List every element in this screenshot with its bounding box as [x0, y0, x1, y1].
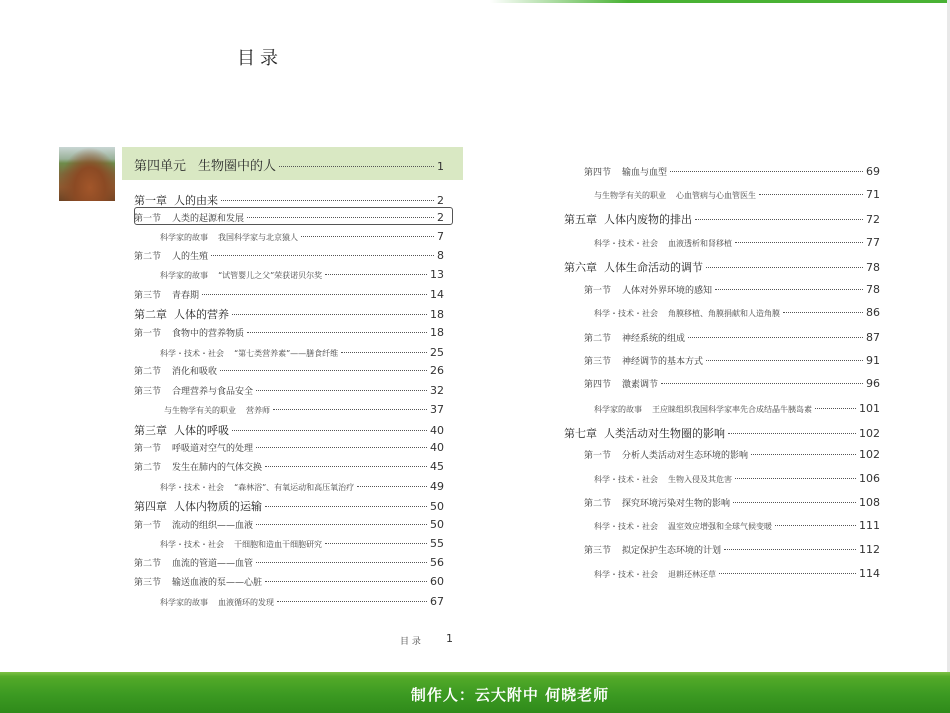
toc-entry-page: 26	[430, 364, 444, 377]
toc-feature-entry[interactable]	[164, 403, 444, 416]
leader-dots	[695, 219, 863, 220]
leader-dots	[724, 549, 856, 550]
leader-dots	[202, 294, 427, 295]
footer-page-number: 1	[446, 632, 453, 645]
toc-section-entry[interactable]	[134, 518, 444, 531]
toc-entry-page: 37	[430, 403, 444, 416]
toc-entry-number: 第三节	[584, 357, 612, 367]
toc-section-entry[interactable]	[134, 364, 444, 377]
toc-entry-number: 第三节	[134, 291, 162, 301]
toc-entry-title: “森林浴”、有氧运动和高压氧治疗	[234, 483, 355, 492]
toc-feature-entry[interactable]	[594, 306, 880, 319]
toc-entry-page: 78	[866, 261, 880, 274]
toc-entry-title: 人类的起源和发展	[172, 214, 245, 224]
toc-entry-title: 消化和吸收	[172, 367, 218, 377]
toc-entry-title: 人体生命活动的调节	[604, 261, 703, 274]
leader-dots	[265, 466, 427, 467]
toc-entry-title: 心血管病与心血管医生	[676, 191, 756, 200]
toc-chapter-entry[interactable]	[134, 306, 444, 322]
toc-entry-number: 第一节	[134, 329, 162, 339]
toc-feature-entry[interactable]	[594, 519, 880, 532]
toc-entry-page: 72	[866, 213, 880, 226]
toc-entry-number: 第一章	[134, 194, 167, 207]
toc-entry-page: 40	[430, 441, 444, 454]
toc-chapter-entry[interactable]	[134, 498, 444, 514]
toc-entry-number: 科学家的故事	[160, 598, 208, 607]
toc-entry-page: 112	[859, 543, 880, 556]
unit-entry[interactable]	[134, 155, 444, 174]
toc-entry-number: 科学・技术・社会	[160, 540, 224, 549]
leader-dots	[221, 200, 434, 201]
toc-entry-page: 67	[430, 595, 444, 608]
toc-entry-title: 探究环境污染对生物的影响	[622, 499, 731, 509]
unit-cover-photo	[59, 147, 115, 201]
leader-dots	[256, 562, 427, 563]
toc-entry-page: 114	[859, 567, 880, 580]
toc-entry-title: 我国科学家与北京猿人	[218, 233, 298, 242]
author-credit: 制作人：云大附中 何晓老师	[410, 686, 610, 704]
toc-entry-number: 第二节	[584, 334, 612, 344]
toc-entry-number: 科学・技术・社会	[160, 349, 224, 358]
toc-section-entry[interactable]	[134, 326, 444, 339]
toc-feature-entry[interactable]	[160, 537, 444, 550]
toc-entry-page: 45	[430, 460, 444, 473]
toc-entry-title: 输送血液的泵——心脏	[172, 578, 263, 588]
page-title: 目录	[237, 48, 283, 69]
toc-entry-number: 第三节	[584, 546, 612, 556]
toc-section-entry[interactable]	[584, 496, 880, 509]
unit-page: 1	[437, 160, 444, 173]
toc-section-entry[interactable]	[584, 165, 880, 178]
toc-entry-number: 第二节	[134, 559, 162, 569]
toc-entry-title: 拟定保护生态环境的计划	[622, 546, 722, 556]
toc-entry-page: 71	[866, 188, 880, 201]
toc-entry-title: 发生在肺内的气体交换	[172, 463, 263, 473]
toc-entry-title: 人的生殖	[172, 252, 209, 262]
leader-dots	[232, 430, 427, 431]
toc-entry-page: 78	[866, 283, 880, 296]
leader-dots	[670, 171, 863, 172]
leader-dots	[688, 337, 863, 338]
leader-dots	[728, 433, 856, 434]
toc-chapter-entry[interactable]	[134, 422, 444, 438]
toc-entry-page: 18	[430, 308, 444, 321]
leader-dots	[325, 543, 427, 544]
toc-entry-number: 第二章	[134, 308, 167, 321]
leader-dots	[301, 236, 434, 237]
toc-feature-entry[interactable]	[160, 480, 444, 493]
leader-dots	[733, 502, 856, 503]
toc-entry-number: 第四节	[584, 168, 612, 178]
toc-entry-title: 人体的呼吸	[174, 424, 229, 437]
toc-entry-title: 血流的管道——血管	[172, 559, 254, 569]
toc-entry-page: 102	[859, 448, 880, 461]
leader-dots	[232, 314, 427, 315]
leader-dots	[715, 289, 863, 290]
toc-section-entry[interactable]	[584, 448, 880, 461]
toc-entry-number: 第一节	[134, 444, 162, 454]
leader-dots	[706, 267, 863, 268]
toc-entry-title: 人类活动对生物圈的影响	[604, 427, 725, 440]
toc-entry-number: 第四节	[584, 380, 612, 390]
toc-feature-entry[interactable]	[160, 268, 444, 281]
leader-dots	[759, 194, 863, 195]
toc-entry-title: 角膜移植、角膜捐献和人造角膜	[668, 309, 780, 318]
toc-entry-page: 2	[437, 211, 444, 224]
toc-entry-title: 神经系统的组成	[622, 334, 686, 344]
toc-entry-page: 2	[437, 194, 444, 207]
leader-dots	[735, 242, 863, 243]
toc-entry-title: 王应睐组织我国科学家率先合成结晶牛胰岛素	[652, 405, 812, 414]
toc-entry-page: 87	[866, 331, 880, 344]
toc-entry-page: 91	[866, 354, 880, 367]
toc-section-entry[interactable]	[134, 441, 444, 454]
toc-entry-number: 与生物学有关的职业	[594, 191, 666, 200]
toc-entry-page: 102	[859, 427, 880, 440]
leader-dots	[706, 360, 863, 361]
toc-entry-title: 人体内废物的排出	[604, 213, 692, 226]
toc-entry-number: 第三章	[134, 424, 167, 437]
toc-entry-number: 科学・技术・社会	[594, 309, 658, 318]
toc-entry-title: 神经调节的基本方式	[622, 357, 704, 367]
leader-dots	[211, 255, 434, 256]
toc-entry-page: 69	[866, 165, 880, 178]
toc-entry-title: 流动的组织——血液	[172, 521, 254, 531]
toc-chapter-entry[interactable]	[134, 192, 444, 208]
leader-dots	[256, 524, 427, 525]
toc-entry-number: 第二节	[584, 499, 612, 509]
toc-entry-number: 第六章	[564, 261, 597, 274]
current-section-highlight	[134, 207, 453, 225]
toc-entry-page: 25	[430, 346, 444, 359]
leader-dots	[783, 312, 863, 313]
leader-dots	[661, 383, 863, 384]
toc-entry-title: 温室效应增强和全球气候变暖	[668, 522, 772, 531]
toc-feature-entry[interactable]	[594, 236, 880, 249]
toc-entry-page: 77	[866, 236, 880, 249]
leader-dots	[277, 601, 427, 602]
toc-entry-number: 科学・技术・社会	[594, 522, 658, 531]
toc-section-entry[interactable]	[134, 556, 444, 569]
toc-entry-page: 60	[430, 575, 444, 588]
toc-entry-number: 科学・技术・社会	[160, 483, 224, 492]
toc-entry-title: 呼吸道对空气的处理	[172, 444, 254, 454]
toc-entry-number: 第七章	[564, 427, 597, 440]
toc-entry-page: 7	[437, 230, 444, 243]
toc-entry-page: 8	[437, 249, 444, 262]
leader-dots	[751, 454, 856, 455]
toc-entry-page: 101	[859, 402, 880, 415]
leader-dots	[325, 274, 427, 275]
toc-entry-title: “第七类营养素”——膳食纤维	[234, 349, 339, 358]
leader-dots	[265, 506, 427, 507]
toc-entry-title: “试管婴儿之父”荣获诺贝尔奖	[218, 271, 323, 280]
leader-dots	[357, 486, 427, 487]
unit-number: 第四单元	[134, 159, 187, 174]
toc-feature-entry[interactable]	[594, 188, 880, 201]
toc-entry-page: 32	[430, 384, 444, 397]
toc-feature-entry[interactable]	[594, 567, 880, 580]
toc-entry-title: 血液循环的发现	[218, 598, 274, 607]
toc-feature-entry[interactable]	[594, 402, 880, 415]
leader-dots	[256, 390, 427, 391]
toc-entry-number: 第一节	[134, 214, 162, 224]
toc-feature-entry[interactable]	[160, 595, 444, 608]
toc-entry-page: 111	[859, 519, 880, 532]
toc-feature-entry[interactable]	[160, 346, 444, 359]
toc-chapter-entry[interactable]	[564, 425, 880, 441]
toc-entry-title: 人体对外界环境的感知	[622, 286, 713, 296]
toc-section-entry[interactable]	[584, 283, 880, 296]
toc-entry-title: 退耕还林还草	[668, 570, 716, 579]
toc-entry-number: 科学・技术・社会	[594, 475, 658, 484]
toc-entry-title: 人的由来	[174, 194, 218, 207]
toc-entry-title: 干细胞和造血干细胞研究	[234, 540, 322, 549]
toc-entry-title: 合理营养与食品安全	[172, 387, 254, 397]
toc-entry-page: 96	[866, 377, 880, 390]
toc-section-entry[interactable]	[134, 575, 444, 588]
toc-entry-title: 分析人类活动对生态环境的影响	[622, 451, 749, 461]
toc-entry-page: 56	[430, 556, 444, 569]
toc-entry-number: 科学・技术・社会	[594, 239, 658, 248]
toc-entry-number: 第二节	[134, 367, 162, 377]
toc-entry-number: 第一节	[584, 286, 612, 296]
toc-section-entry[interactable]	[134, 288, 444, 301]
toc-section-entry[interactable]	[134, 384, 444, 397]
toc-chapter-entry[interactable]	[564, 211, 880, 227]
toc-section-entry[interactable]	[584, 377, 880, 390]
toc-entry-page: 13	[430, 268, 444, 281]
toc-feature-entry[interactable]	[160, 230, 444, 243]
toc-entry-title: 输血与血型	[622, 168, 668, 178]
toc-entry-page: 50	[430, 500, 444, 513]
toc-entry-title: 人体的营养	[174, 308, 229, 321]
leader-dots	[256, 447, 427, 448]
leader-dots	[815, 408, 856, 409]
toc-entry-number: 第三节	[134, 578, 162, 588]
leader-dots	[775, 525, 856, 526]
toc-section-entry[interactable]	[584, 543, 880, 556]
toc-feature-entry[interactable]	[594, 472, 880, 485]
footer-label: 目 录	[400, 637, 421, 647]
top-accent-line	[490, 0, 950, 3]
toc-entry-title: 食物中的营养物质	[172, 329, 245, 339]
toc-entry-title: 人体内物质的运输	[174, 500, 262, 513]
toc-section-entry[interactable]	[134, 249, 444, 262]
toc-entry-number: 第三节	[134, 387, 162, 397]
toc-entry-page: 50	[430, 518, 444, 531]
toc-section-entry[interactable]	[584, 331, 880, 344]
toc-entry-number: 科学家的故事	[160, 233, 208, 242]
toc-entry-title: 生物入侵及其危害	[668, 475, 732, 484]
toc-entry-page: 55	[430, 537, 444, 550]
toc-entry-title: 激素调节	[622, 380, 659, 390]
toc-entry-page: 18	[430, 326, 444, 339]
toc-entry-page: 108	[859, 496, 880, 509]
leader-dots	[273, 409, 427, 410]
toc-entry-page: 106	[859, 472, 880, 485]
leader-dots	[735, 478, 856, 479]
toc-section-entry[interactable]	[584, 354, 880, 367]
leader-dots	[220, 370, 427, 371]
toc-entry-number: 第五章	[564, 213, 597, 226]
toc-entry-title: 血液透析和肾移植	[668, 239, 732, 248]
toc-entry-number: 第二节	[134, 463, 162, 473]
unit-title: 生物圈中的人	[198, 159, 277, 174]
leader-dots	[341, 352, 427, 353]
toc-entry-title: 营养师	[246, 406, 270, 415]
leader-dots	[247, 332, 427, 333]
toc-entry-number: 第四章	[134, 500, 167, 513]
toc-entry-page: 86	[866, 306, 880, 319]
toc-entry-number: 科学家的故事	[160, 271, 208, 280]
toc-chapter-entry[interactable]	[564, 259, 880, 275]
toc-section-entry[interactable]	[134, 460, 444, 473]
toc-entry-title: 青春期	[172, 291, 200, 301]
toc-entry-page: 49	[430, 480, 444, 493]
leader-dots	[719, 573, 856, 574]
toc-entry-page: 40	[430, 424, 444, 437]
toc-entry-number: 科学・技术・社会	[594, 570, 658, 579]
toc-entry-number: 与生物学有关的职业	[164, 406, 236, 415]
toc-entry-number: 科学家的故事	[594, 405, 642, 414]
toc-entry-number: 第一节	[134, 521, 162, 531]
toc-entry-page: 14	[430, 288, 444, 301]
leader-dots	[279, 166, 434, 167]
toc-entry-number: 第一节	[584, 451, 612, 461]
leader-dots	[265, 581, 427, 582]
toc-entry-number: 第二节	[134, 252, 162, 262]
